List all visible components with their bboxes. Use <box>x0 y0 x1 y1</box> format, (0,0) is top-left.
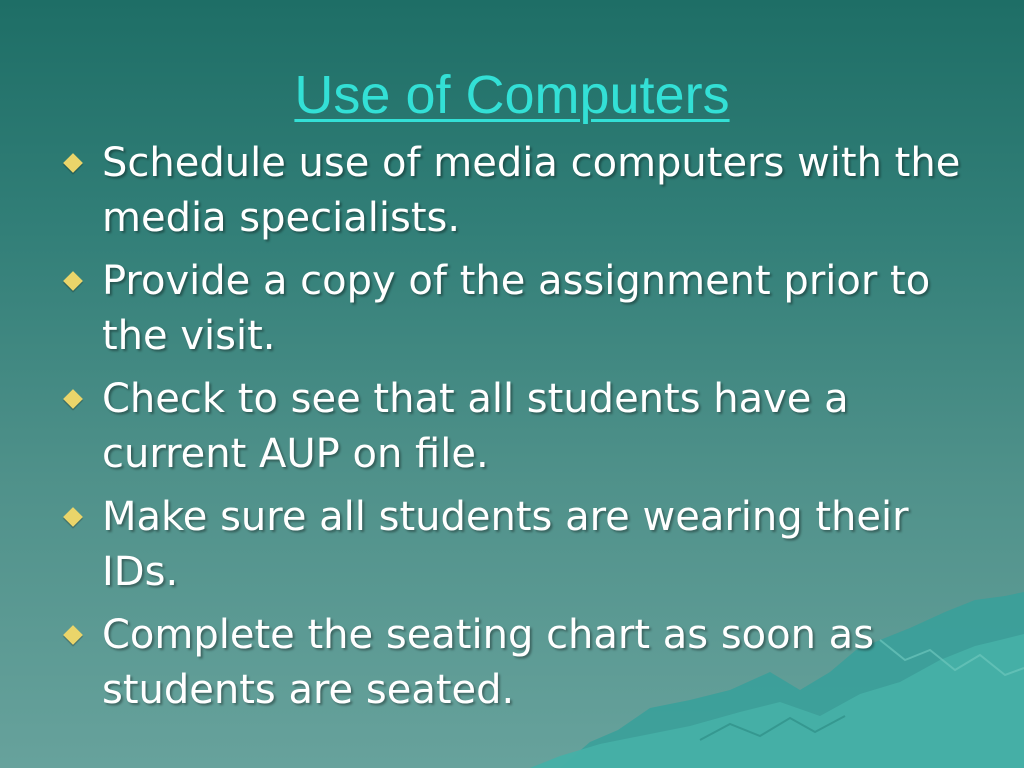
bullet-list <box>62 136 972 726</box>
slide-title: Use of Computers <box>294 65 730 125</box>
diamond-bullet-icon <box>63 153 83 173</box>
diamond-bullet-icon <box>63 507 83 527</box>
bullet-text: Provide a copy of the assignment prior to the visit. <box>102 258 931 359</box>
bullet-text: Schedule use of media computers with the media specialists. <box>102 140 961 241</box>
bullet-item <box>62 372 972 482</box>
bullet-item <box>62 254 972 364</box>
bullet-text: Check to see that all students have a current AUP on file. <box>102 376 849 477</box>
diamond-bullet-icon <box>63 625 83 645</box>
bullet-item <box>62 490 972 600</box>
bullet-text: Complete the seating chart as soon as students are seated. <box>102 612 875 713</box>
bullet-text: Make sure all students are wearing their IDs. <box>102 494 909 595</box>
bullet-item <box>62 136 972 246</box>
bullet-item <box>62 608 972 718</box>
diamond-bullet-icon <box>63 389 83 409</box>
diamond-bullet-icon <box>63 271 83 291</box>
